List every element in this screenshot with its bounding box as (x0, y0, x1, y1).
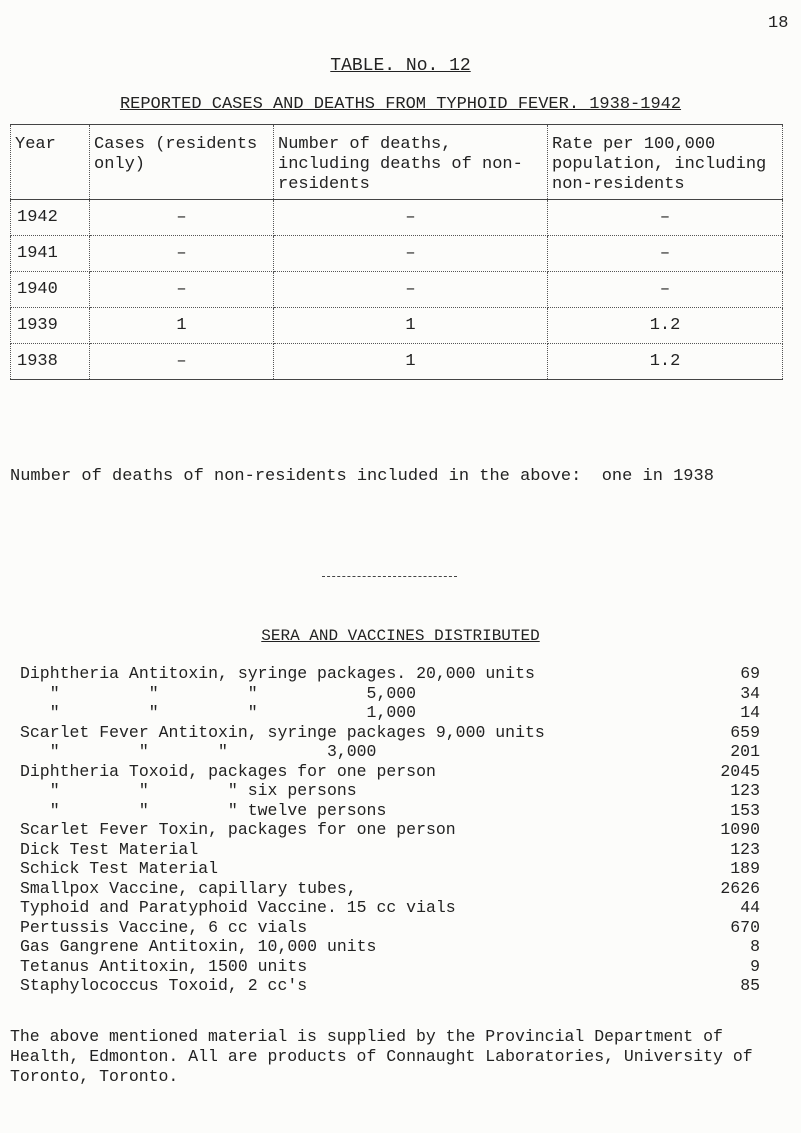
item-count: 9 (750, 956, 760, 976)
item-count: 8 (750, 937, 760, 956)
item-count: 34 (740, 683, 760, 703)
item-description: Schick Test Material (20, 859, 219, 878)
item-count: 2045 (720, 761, 760, 781)
list-item (20, 723, 800, 743)
cell-year: 1941 (11, 236, 90, 272)
item-count: 44 (740, 898, 760, 917)
item-count: 123 (730, 781, 760, 800)
cell-deaths: 1 (274, 308, 548, 344)
list-item (20, 820, 800, 840)
item-description: " " " 5,000 (20, 683, 417, 703)
item-description: Tetanus Antitoxin, 1500 units (20, 956, 308, 976)
list-item (20, 801, 800, 821)
cell-deaths: – (274, 236, 548, 272)
header-deaths: Number of deaths, including deaths of non-residents (274, 125, 548, 200)
item-count: 85 (740, 976, 760, 995)
item-description: Scarlet Fever Antitoxin, syringe packages 9,000 units (20, 722, 545, 742)
table-row (11, 236, 783, 272)
cell-cases: – (90, 200, 274, 236)
list-item (20, 742, 800, 762)
cell-cases: – (90, 272, 274, 308)
sera-vaccines-list (20, 664, 800, 996)
item-description: Pertussis Vaccine, 6 cc vials (20, 917, 308, 937)
list-item (20, 976, 800, 996)
item-count: 153 (730, 800, 760, 820)
list-item (20, 781, 800, 801)
item-description: Diphtheria Toxoid, packages for one person (20, 761, 436, 781)
typhoid-table (10, 124, 783, 380)
item-count: 201 (730, 742, 760, 761)
list-item (20, 957, 800, 977)
cell-cases: 1 (90, 308, 274, 344)
list-item (20, 684, 800, 704)
item-description: " " " six persons (20, 781, 357, 800)
list-item (20, 898, 800, 918)
cell-rate: 1.2 (548, 344, 783, 380)
item-description: Gas Gangrene Antitoxin, 10,000 units (20, 937, 377, 956)
list-item (20, 703, 800, 723)
cell-rate: – (548, 236, 783, 272)
item-count: 123 (730, 839, 760, 859)
item-count: 2626 (720, 878, 760, 898)
item-count: 14 (740, 703, 760, 722)
item-description: Typhoid and Paratyphoid Vaccine. 15 cc vials (20, 898, 456, 917)
cell-year: 1939 (11, 308, 90, 344)
item-description: " " " 1,000 (20, 703, 417, 722)
cell-rate: – (548, 200, 783, 236)
item-count: 670 (730, 917, 760, 937)
list-item (20, 762, 800, 782)
cell-deaths: 1 (274, 344, 548, 380)
table-subtitle: REPORTED CASES AND DEATHS FROM TYPHOID FEVER. 1938-1942 (119, 95, 682, 114)
item-description: Smallpox Vaccine, capillary tubes, (20, 878, 357, 898)
table-row (11, 308, 783, 344)
item-description: " " " twelve persons (20, 800, 387, 820)
list-item (20, 664, 800, 684)
non-resident-note: Number of deaths of non-residents included in the above: one in 1938 (10, 467, 714, 486)
header-cases: Cases (residents only) (90, 125, 274, 200)
cell-cases: – (90, 236, 274, 272)
item-count: 1090 (720, 820, 760, 839)
cell-deaths: – (274, 200, 548, 236)
table-row (11, 272, 783, 308)
list-item (20, 879, 800, 899)
item-count: 659 (730, 722, 760, 742)
page-number: 18 (768, 14, 789, 33)
item-description: Scarlet Fever Toxin, packages for one person (20, 820, 456, 839)
list-item (20, 840, 800, 860)
table-header-row (11, 125, 783, 200)
header-rate: Rate per 100,000 population, including non-residents (548, 125, 783, 200)
item-count: 69 (740, 664, 760, 683)
table-title: TABLE. No. 12 (330, 56, 471, 76)
cell-year: 1940 (11, 272, 90, 308)
cell-cases: – (90, 344, 274, 380)
cell-rate: 1.2 (548, 308, 783, 344)
item-description: Dick Test Material (20, 839, 199, 859)
list-item (20, 937, 800, 957)
item-description: " " " 3,000 (20, 742, 377, 761)
item-description: Diphtheria Antitoxin, syringe packages. 20,000 units (20, 664, 535, 683)
cell-year: 1938 (11, 344, 90, 380)
cell-rate: – (548, 272, 783, 308)
divider-rule (322, 576, 457, 577)
cell-deaths: – (274, 272, 548, 308)
table-row (11, 200, 783, 236)
list-item (20, 918, 800, 938)
footer-note: The above mentioned material is supplied by the Provincial Department of Health, Edmonton. All are products of Connaught Laboratories, University of Toronto, Toronto. (10, 1027, 753, 1086)
item-count: 189 (730, 859, 760, 878)
table-row (11, 344, 783, 380)
list-item (20, 859, 800, 879)
cell-year: 1942 (11, 200, 90, 236)
header-year: Year (11, 125, 90, 200)
section-heading: SERA AND VACCINES DISTRIBUTED (261, 627, 540, 645)
item-description: Staphylococcus Toxoid, 2 cc's (20, 976, 308, 995)
